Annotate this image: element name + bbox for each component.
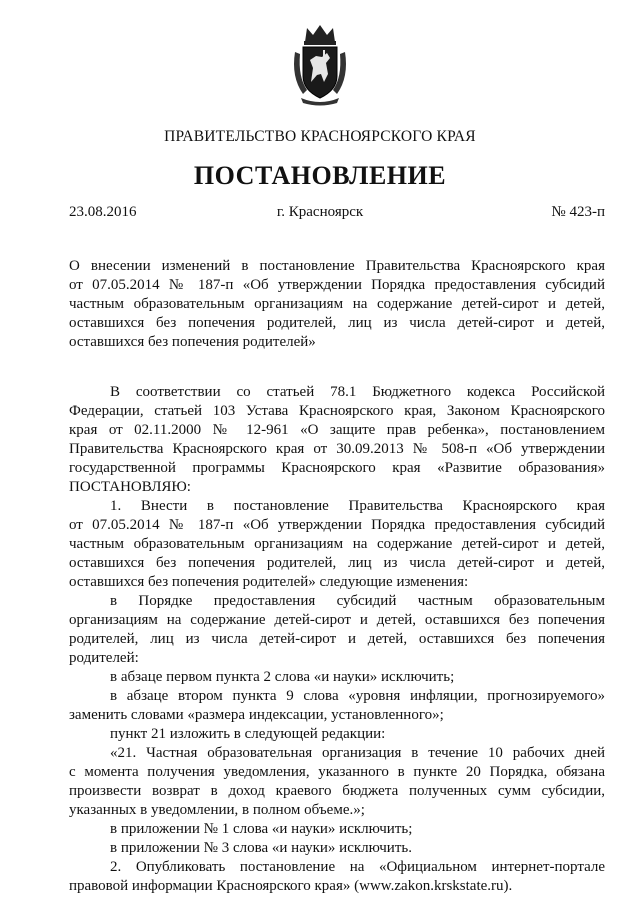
body-line: родителей: — [69, 650, 139, 666]
body-line: в приложении № 1 слова «и науки» исключить; — [110, 821, 413, 837]
body-line: 2. Опубликовать постановление на «Официальном интернет-портале — [110, 859, 605, 875]
title-line: оставшихся без попечения родителей, лиц из числа детей-сирот и детей, — [69, 315, 605, 331]
body-line: оставшихся без попечения родителей» следующие изменения: — [69, 574, 469, 590]
body-line: с момента получения уведомления, указанного в пункте 20 Порядка, обязана — [69, 764, 605, 780]
body-line: частным образовательным организациям на содержание детей-сирот и детей, — [69, 536, 605, 552]
body-line: правовой информации Красноярского края» (www.zakon.krskstate.ru). — [69, 878, 513, 894]
title-line: О внесении изменений в постановление Правительства Красноярского края — [69, 258, 605, 274]
body-line: в приложении № 3 слова «и науки» исключить. — [110, 840, 412, 856]
authority-name: ПРАВИТЕЛЬСТВО КРАСНОЯРСКОГО КРАЯ — [164, 128, 476, 145]
body-line: 1. Внести в постановление Правительства Красноярского края — [110, 498, 605, 514]
body-line: Правительства Красноярского края от 30.09.2013 № 508-п «Об утверждении — [69, 441, 605, 457]
krasnoyarsk-coat-of-arms-icon — [289, 22, 351, 106]
body-line: произвести возврат в доход краевого бюджета полученных сумм субсидии, — [69, 783, 605, 799]
body-line: в Порядке предоставления субсидий частным образовательным — [110, 593, 605, 609]
title-line: оставшихся без попечения родителей» — [69, 334, 316, 350]
body-line: указанных в уведомлении, в полном объеме.»; — [69, 802, 365, 818]
body-line: организациям на содержание детей-сирот и детей, оставшихся без попечения — [69, 612, 605, 628]
body-line: заменить словами «размера индексации, установленного»; — [69, 707, 444, 723]
body-line: края от 02.11.2000 № 12-961 «О защите прав ребенка», постановлением — [69, 422, 605, 438]
document-date: 23.08.2016 — [69, 204, 137, 220]
body-line: Федерации, статьей 103 Устава Красноярского края, Законом Красноярского — [69, 403, 605, 419]
document-city: г. Красноярск — [276, 204, 364, 220]
body-line: оставшихся без попечения родителей, лиц из числа детей-сирот и детей, — [69, 555, 605, 571]
body-line: родителей, лиц из числа детей-сирот и детей, оставшихся без попечения — [69, 631, 605, 647]
body-line: государственной программы Красноярского края «Развитие образования» — [69, 460, 605, 476]
body-line: от 07.05.2014 № 187-п «Об утверждении Порядка предоставления субсидий — [69, 517, 605, 533]
title-line: частным образовательным организациям на содержание детей-сирот и детей, — [69, 296, 605, 312]
body-line: В соответствии со статьей 78.1 Бюджетного кодекса Российской — [110, 384, 605, 400]
body-line: в абзаце первом пункта 2 слова «и науки» исключить; — [110, 669, 455, 685]
title-line: от 07.05.2014 № 187-п «Об утверждении Порядка предоставления субсидий — [69, 277, 605, 293]
body-line: «21. Частная образовательная организация в течение 10 рабочих дней — [110, 745, 605, 761]
body-line: ПОСТАНОВЛЯЮ: — [69, 479, 191, 495]
document-type-heading: ПОСТАНОВЛЕНИЕ — [193, 161, 447, 190]
body-line: в абзаце втором пункта 9 слова «уровня инфляции, прогнозируемого» — [110, 688, 605, 704]
document-number: № 423-п — [551, 204, 605, 220]
body-line: пункт 21 изложить в следующей редакции: — [110, 726, 386, 742]
